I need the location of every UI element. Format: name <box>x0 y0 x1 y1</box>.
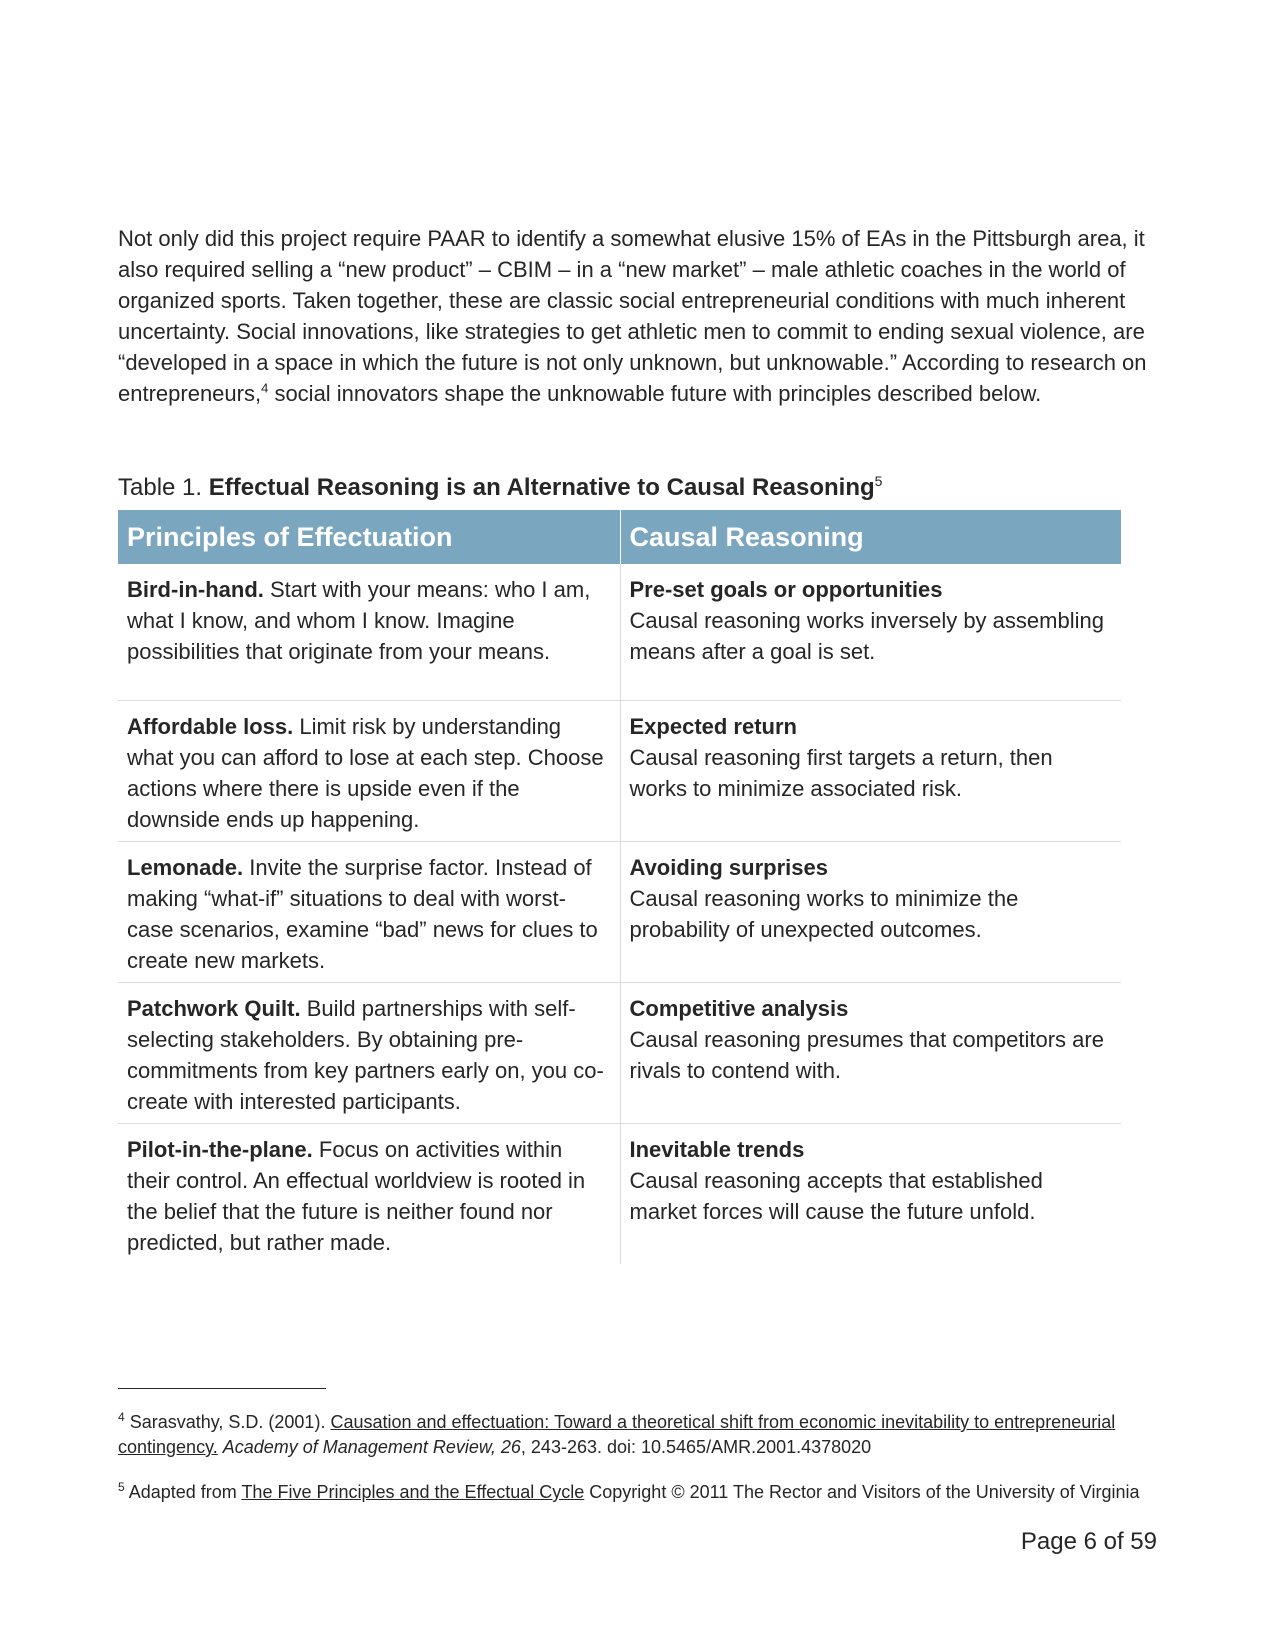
footnote-link-causation[interactable]: Causation and effectuation: Toward a theoretical shift from economic inevitability to entrepreneurial contingency. <box>118 1412 1116 1457</box>
header-causal: Causal Reasoning <box>620 510 1121 564</box>
causal-term: Avoiding surprises <box>629 854 828 880</box>
principle-term: Patchwork Quilt. <box>127 995 301 1021</box>
principle-term: Pilot-in-the-plane. <box>127 1136 313 1162</box>
footnote-citation: , 243-263. doi: 10.5465/AMR.2001.4378020 <box>520 1437 872 1457</box>
causal-term: Expected return <box>629 713 797 739</box>
table-caption <box>118 473 882 503</box>
principle-text: Invite the surprise factor. Instead of making “what-if” situations to deal with worst-case scenarios, examine “bad” news for clues to create new markets. <box>127 854 598 973</box>
intro-text-before: Not only did this project require PAAR to identify a somewhat elusive 15% of EAs in the Pittsburgh area, it also required selling a “new product” – CBIM – in a “new market” – male athletic coaches in the world of organized sports. Taken together, these are classic social entrepreneurial conditions with much inherent uncertainty. Social innovations, like strategies to get athletic men to commit to ending sexual violence, are “developed in a space in which the future is not only unknown, but unknowable.” According to research on entrepreneurs, <box>118 226 1147 406</box>
principle-term: Bird-in-hand. <box>127 577 264 602</box>
footnote-5 <box>118 1475 1168 1505</box>
principle-cell <box>118 700 620 841</box>
footnote-link-five-principles[interactable]: The Five Principles and the Effectual Cycle <box>241 1482 585 1502</box>
caption-title: Effectual Reasoning is an Alternative to Causal Reasoning <box>208 474 875 501</box>
table-row <box>118 841 1121 982</box>
principle-term: Affordable loss. <box>127 713 294 739</box>
footnote-author: Sarasvathy, S.D. (2001). <box>124 1412 331 1432</box>
principle-cell <box>118 841 620 982</box>
principle-text: Limit risk by understanding what you can afford to lose at each step. Choose actions where there is upside even if the downside ends up happening. <box>127 713 604 832</box>
principle-term: Lemonade. <box>127 854 244 880</box>
causal-term: Competitive analysis <box>629 995 849 1021</box>
footnote-ref-4[interactable]: 4 <box>261 380 269 396</box>
footnote-number: 5 <box>118 1480 125 1494</box>
causal-term: Pre-set goals or opportunities <box>629 577 943 602</box>
principle-text: Build partnerships with self-selecting stakeholders. By obtaining pre-commitments from key partners early on, you co-create with interested participants. <box>127 995 604 1114</box>
causal-text: Causal reasoning accepts that established market forces will cause the future unfold. <box>629 1167 1043 1224</box>
footnote-prefix: Adapted from <box>124 1482 242 1502</box>
causal-cell <box>620 982 1121 1123</box>
causal-text: Causal reasoning works inversely by assembling means after a goal is set. <box>629 608 1104 664</box>
principle-cell <box>118 982 620 1123</box>
principle-text: Focus on activities within their control. An effectual worldview is rooted in the belief that the future is neither found nor predicted, but rather made. <box>127 1136 586 1255</box>
causal-cell <box>620 564 1121 700</box>
causal-cell <box>620 841 1121 982</box>
causal-cell <box>620 1123 1121 1264</box>
page-number: Page 6 of 59 <box>1020 1528 1157 1555</box>
causal-cell <box>620 700 1121 841</box>
table-row <box>118 700 1121 841</box>
intro-paragraph <box>118 223 1168 409</box>
caption-prefix: Table 1. <box>118 474 209 501</box>
table-header-row <box>118 510 1121 564</box>
footnote-copyright: Copyright © 2011 The Rector and Visitors of the University of Virginia <box>584 1482 1140 1502</box>
effectuation-table <box>118 510 1121 1264</box>
footnote-ref-5[interactable]: 5 <box>874 473 883 489</box>
causal-text: Causal reasoning presumes that competitors are rivals to contend with. <box>629 1026 1104 1083</box>
table-row <box>118 1123 1121 1264</box>
footnote-journal: Academy of Management Review, 26 <box>222 1437 521 1457</box>
causal-text: Causal reasoning first targets a return, then works to minimize associated risk. <box>629 744 1053 801</box>
causal-text: Causal reasoning works to minimize the probability of unexpected outcomes. <box>629 885 1019 942</box>
table-row <box>118 564 1121 700</box>
footnote-4 <box>118 1405 1168 1460</box>
causal-term: Inevitable trends <box>629 1136 805 1162</box>
principle-cell <box>118 564 620 700</box>
principle-cell <box>118 1123 620 1264</box>
table-row <box>118 982 1121 1123</box>
header-principles: Principles of Effectuation <box>118 510 620 564</box>
footnote-separator <box>118 1388 326 1389</box>
principle-text: Start with your means: who I am, what I know, and whom I know. Imagine possibilities that originate from your means. <box>127 577 591 664</box>
intro-text-after: social innovators shape the unknowable future with principles described below. <box>268 381 1042 406</box>
footnote-number: 4 <box>118 1410 125 1424</box>
